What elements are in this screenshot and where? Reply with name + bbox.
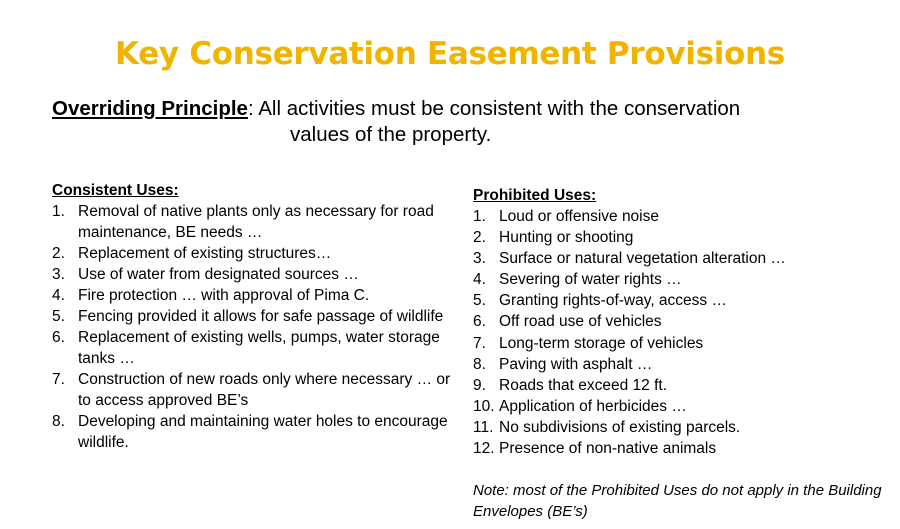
item-number: 3. <box>473 250 486 268</box>
item-number: 7. <box>473 334 486 352</box>
list-item <box>52 201 452 243</box>
list-item <box>473 311 873 332</box>
item-text: Removal of native plants only as necessary for road maintenance, BE needs … <box>78 203 434 241</box>
item-text: Hunting or shooting <box>499 229 634 247</box>
list-item <box>52 369 452 411</box>
list-item <box>473 290 873 311</box>
item-number: 1. <box>52 203 65 220</box>
principle-colon: : <box>247 97 254 120</box>
item-text: Replacement of existing wells, pumps, water storage tanks … <box>78 329 440 367</box>
item-number: 3. <box>52 266 65 283</box>
item-number: 9. <box>473 376 486 394</box>
item-text: Severing of water rights … <box>499 271 682 289</box>
item-text: Presence of non-native animals <box>499 440 717 458</box>
slide-title: Key Conservation Easement Provisions <box>115 36 785 72</box>
prohibited-uses-note: Note: most of the Prohibited Uses do not apply in the Building Envelopes (BE’s) <box>473 482 882 520</box>
item-text: Application of herbicides … <box>499 397 687 415</box>
item-number: 11. <box>473 418 494 436</box>
item-text: Paving with asphalt … <box>499 355 653 373</box>
list-item <box>52 243 452 264</box>
item-number: 8. <box>52 413 65 430</box>
list-item <box>52 285 452 306</box>
item-number: 4. <box>52 287 65 304</box>
item-number: 1. <box>473 208 486 225</box>
item-number: 10. <box>473 397 495 415</box>
list-item <box>473 333 873 354</box>
item-number: 4. <box>473 271 486 289</box>
prohibited-uses-heading: Prohibited Uses: <box>473 187 597 204</box>
prohibited-uses-list <box>473 206 873 459</box>
list-item <box>52 306 452 327</box>
consistent-uses-section <box>52 180 452 453</box>
item-text: Surface or natural vegetation alteration … <box>499 250 786 268</box>
list-item <box>473 354 873 375</box>
item-text: Construction of new roads only where necessary … or to access approved BE’s <box>78 371 451 409</box>
item-text: No subdivisions of existing parcels. <box>499 418 741 436</box>
list-item <box>473 269 873 290</box>
item-number: 2. <box>52 245 65 262</box>
item-text: Loud or offensive noise <box>499 208 659 225</box>
prohibited-uses-section <box>473 185 873 459</box>
list-item <box>52 411 452 453</box>
principle-label: Overriding Principle <box>52 97 248 120</box>
list-item <box>473 206 873 227</box>
list-item <box>473 248 873 269</box>
list-item <box>473 396 873 417</box>
item-text: Developing and maintaining water holes to encourage wildlife. <box>78 413 448 451</box>
item-number: 5. <box>473 292 486 310</box>
item-text: Granting rights-of-way, access … <box>499 292 727 310</box>
item-text: Long-term storage of vehicles <box>499 334 704 352</box>
item-number: 12. <box>473 440 495 458</box>
list-item <box>473 375 873 396</box>
overriding-principle <box>52 96 872 148</box>
list-item <box>473 227 873 248</box>
item-number: 8. <box>473 355 486 373</box>
item-number: 2. <box>473 229 486 247</box>
item-text: Replacement of existing structures… <box>78 245 332 262</box>
item-text: Off road use of vehicles <box>499 313 662 331</box>
list-item <box>52 327 452 369</box>
item-text: Roads that exceed 12 ft. <box>499 376 668 394</box>
item-number: 6. <box>473 313 486 331</box>
item-text: Use of water from designated sources … <box>78 266 359 283</box>
item-text: Fencing provided it allows for safe passage of wildlife <box>78 308 444 325</box>
consistent-uses-list <box>52 201 452 453</box>
list-item <box>473 438 873 459</box>
list-item <box>52 264 452 285</box>
principle-text-line1: All activities must be consistent with the conservation <box>253 97 741 120</box>
list-item <box>473 417 873 438</box>
item-number: 7. <box>52 371 65 388</box>
consistent-uses-heading: Consistent Uses: <box>52 182 179 199</box>
item-text: Fire protection … with approval of Pima C. <box>78 287 370 304</box>
item-number: 5. <box>52 308 65 325</box>
item-number: 6. <box>52 329 65 346</box>
principle-text-line2: values of the property. <box>290 123 492 146</box>
